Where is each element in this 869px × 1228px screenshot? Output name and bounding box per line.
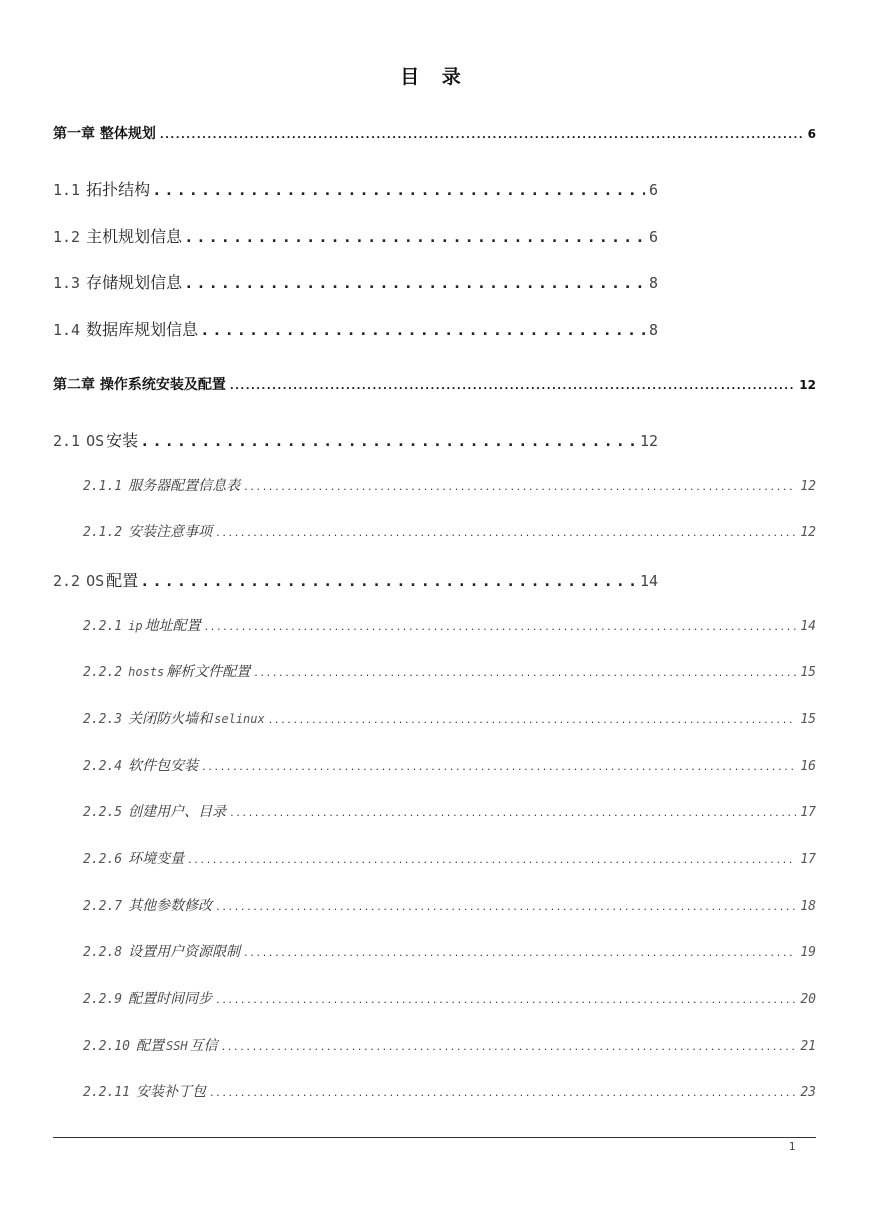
toc-label: 地址配置	[144, 618, 201, 634]
toc-label: 安装注意事项	[128, 524, 213, 540]
toc-dot-leader	[142, 574, 636, 590]
toc-page-number: 15	[800, 665, 816, 680]
toc-label: 关闭防火墙和	[128, 711, 213, 727]
toc-entry-chapter-2[interactable]	[53, 374, 816, 394]
toc-code: hosts	[128, 665, 165, 679]
toc-number: 2.2.7	[83, 899, 123, 914]
toc-entry-2-1[interactable]	[53, 428, 658, 451]
toc-number: 2.2	[53, 572, 81, 590]
toc-page-number: 12	[800, 479, 816, 494]
toc-dot-leader	[202, 323, 645, 339]
toc-entry-2-2[interactable]	[53, 568, 658, 591]
toc-code: OS	[86, 432, 105, 450]
toc-dot-leader	[216, 900, 796, 913]
toc-page-number: 6	[807, 127, 816, 141]
toc-page-number: 6	[648, 181, 658, 199]
toc-entry-2-1-1[interactable]	[83, 475, 816, 495]
toc-page-number: 19	[800, 945, 816, 960]
toc-page-number: 8	[648, 274, 658, 292]
toc-label: 解析文件配置	[166, 664, 251, 680]
toc-number: 1.4	[53, 321, 81, 339]
toc-number: 1.3	[53, 274, 81, 292]
toc-dot-leader	[230, 806, 796, 819]
toc-page-number: 6	[648, 228, 658, 246]
toc-number: 1.2	[53, 228, 81, 246]
toc-dot-leader	[216, 526, 796, 539]
toc-page-number: 12	[800, 525, 816, 540]
toc-label: 其他参数修改	[128, 898, 213, 914]
toc-dot-leader	[202, 760, 796, 773]
toc-page-number: 17	[800, 852, 816, 867]
toc-page-number: 20	[800, 992, 816, 1007]
toc-number: 2.2.1	[83, 619, 123, 634]
toc-label: 创建用户、目录	[128, 804, 227, 820]
toc-code: selinux	[214, 712, 265, 726]
toc-label: 安装补丁包	[135, 1084, 206, 1100]
toc-label: 拓扑结构	[86, 180, 151, 199]
toc-page-number: 14	[639, 572, 658, 590]
toc-number: 2.2.9	[83, 992, 123, 1007]
toc-number: 2.2.6	[83, 852, 123, 867]
toc-dot-leader	[244, 480, 796, 493]
toc-entry-2-2-1[interactable]	[83, 615, 816, 635]
toc-entry-1-3[interactable]	[53, 270, 658, 293]
toc-entry-2-2-3[interactable]	[83, 708, 816, 728]
toc-page-number: 12	[799, 378, 816, 392]
toc-code: ip	[128, 619, 143, 633]
toc-entry-1-2[interactable]	[53, 224, 658, 247]
toc-entry-2-2-8[interactable]	[83, 941, 816, 961]
toc-dot-leader	[188, 853, 796, 866]
toc-entry-1-4[interactable]	[53, 317, 658, 340]
toc-code: OS	[86, 572, 105, 590]
toc-number: 2.1.1	[83, 479, 123, 494]
toc-page-number: 21	[800, 1039, 816, 1054]
toc-label: 主机规划信息	[86, 227, 183, 246]
toc-entry-2-1-2[interactable]	[83, 521, 816, 541]
footer-divider	[53, 1137, 816, 1138]
toc-label: 软件包安装	[128, 758, 199, 774]
toc-dot-leader	[186, 276, 645, 292]
toc-page-number: 14	[800, 619, 816, 634]
toc-dot-leader	[230, 381, 795, 392]
toc-label: 安装	[106, 431, 139, 450]
toc-number: 2.2.5	[83, 805, 123, 820]
toc-number: 2.1	[53, 432, 81, 450]
toc-label: 配置	[106, 571, 139, 590]
toc-number: 1.1	[53, 181, 81, 199]
toc-number: 2.2.3	[83, 712, 123, 727]
toc-page-number: 23	[800, 1085, 816, 1100]
toc-dot-leader	[186, 230, 645, 246]
toc-number: 2.2.4	[83, 759, 123, 774]
toc-number: 2.2.10	[83, 1039, 130, 1054]
toc-label: 第一章 整体规划	[53, 126, 156, 142]
toc-entry-2-2-10[interactable]	[83, 1035, 816, 1055]
toc-page-number: 15	[800, 712, 816, 727]
toc-label: 存储规划信息	[86, 273, 183, 292]
toc-label: 数据库规划信息	[86, 320, 199, 339]
toc-label-suffix: 互信	[189, 1038, 218, 1054]
toc-entry-2-2-6[interactable]	[83, 848, 816, 868]
toc-dot-leader	[216, 993, 796, 1006]
toc-dot-leader	[254, 666, 796, 679]
toc-dot-leader	[160, 130, 804, 141]
toc-entry-2-2-2[interactable]	[83, 661, 816, 681]
toc-label: 环境变量	[128, 851, 185, 867]
toc-dot-leader	[222, 1040, 797, 1053]
toc-dot-leader	[154, 183, 645, 199]
toc-label: 配置	[135, 1038, 164, 1054]
toc-page-number: 17	[800, 805, 816, 820]
toc-entry-2-2-9[interactable]	[83, 988, 816, 1008]
toc-dot-leader	[269, 713, 797, 726]
toc-entry-2-2-7[interactable]	[83, 895, 816, 915]
toc-entry-2-2-5[interactable]	[83, 801, 816, 821]
toc-label: 设置用户资源限制	[128, 944, 241, 960]
toc-code: SSH	[165, 1039, 188, 1053]
toc-page-number: 12	[639, 432, 658, 450]
page-title: 目 录	[400, 66, 469, 88]
toc-label: 服务器配置信息表	[128, 478, 241, 494]
toc-label: 第二章 操作系统安装及配置	[53, 377, 226, 393]
toc-entry-2-2-11[interactable]	[83, 1081, 816, 1101]
toc-entry-1-1[interactable]	[53, 177, 658, 200]
toc-number: 2.2.8	[83, 945, 123, 960]
toc-dot-leader	[244, 946, 796, 959]
toc-number: 2.2.2	[83, 665, 123, 680]
toc-page-number: 18	[800, 899, 816, 914]
footer-page-number: 1	[788, 1140, 796, 1153]
toc-entry-chapter-1[interactable]	[53, 123, 816, 143]
toc-dot-leader	[210, 1086, 796, 1099]
toc-entry-2-2-4[interactable]	[83, 755, 816, 775]
toc-page-number: 16	[800, 759, 816, 774]
toc-dot-leader	[142, 434, 636, 450]
toc-page-number: 8	[648, 321, 658, 339]
toc-number: 2.2.11	[83, 1085, 130, 1100]
toc-dot-leader	[205, 620, 797, 633]
toc-number: 2.1.2	[83, 525, 123, 540]
toc-label: 配置时间同步	[128, 991, 213, 1007]
